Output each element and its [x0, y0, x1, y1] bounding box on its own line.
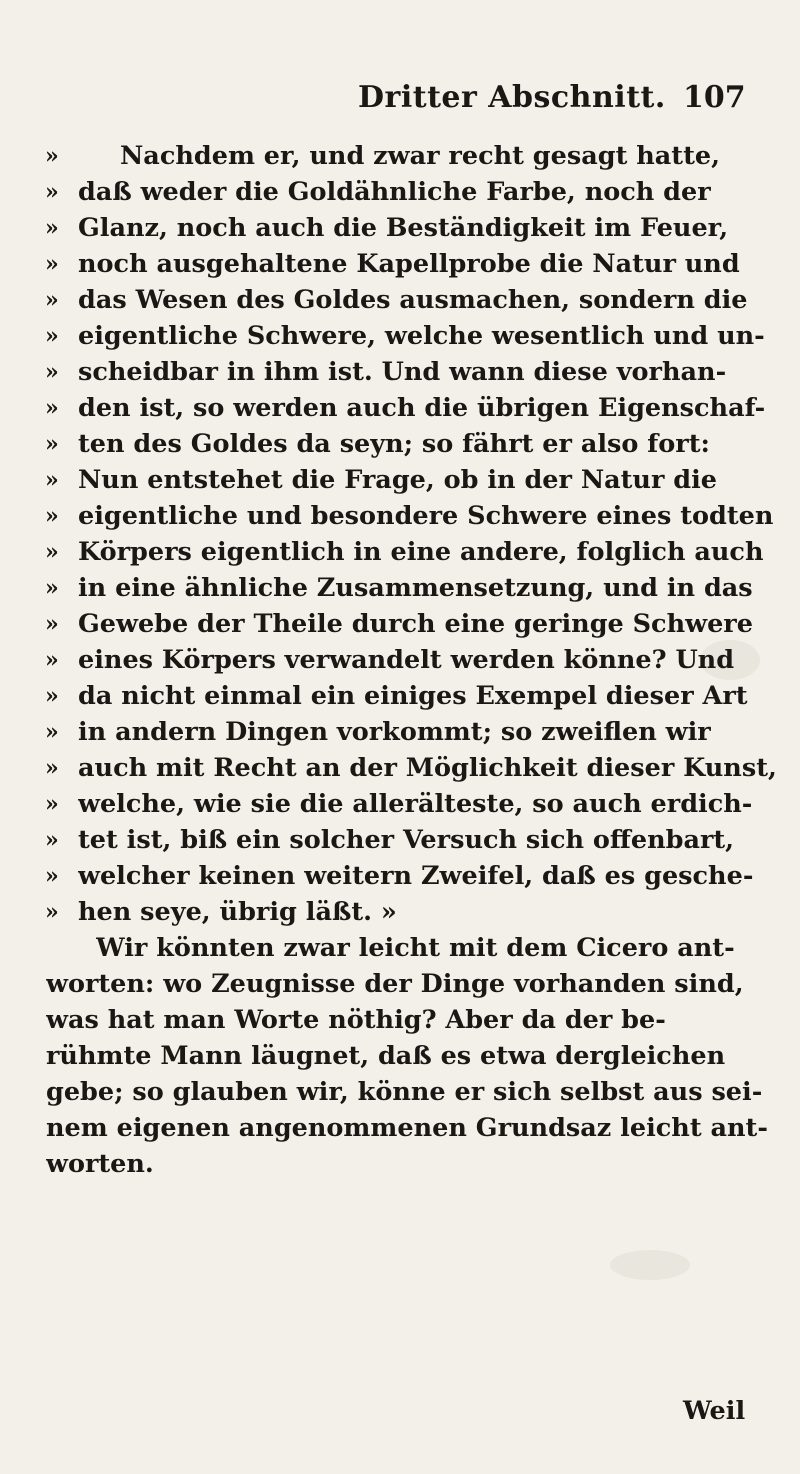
- page-number: 107: [683, 80, 746, 115]
- line-text: scheidbar in ihm ist. Und wann diese vorhan-: [78, 357, 727, 387]
- quote-mark: »: [45, 215, 59, 241]
- line-text: Glanz, noch auch die Beständigkeit im Feuer,: [78, 213, 729, 243]
- text-line: [0, 1110, 800, 1146]
- line-text: den ist, so werden auch die übrigen Eigenschaf-: [78, 393, 766, 423]
- line-text: hen seye, übrig läßt. »: [78, 897, 397, 927]
- line-text: in eine ähnliche Zusammensetzung, und in das: [78, 573, 753, 603]
- line-text: rühmte Mann läugnet, daß es etwa dergleichen: [46, 1041, 726, 1071]
- quote-mark: »: [45, 611, 59, 637]
- quote-mark: »: [45, 755, 59, 781]
- quote-mark: »: [45, 143, 59, 169]
- section-title: Dritter Abschnitt.: [358, 80, 666, 115]
- quote-mark: »: [45, 683, 59, 709]
- text-line: [0, 894, 800, 930]
- line-text: in andern Dingen vorkommt; so zweiflen wir: [78, 717, 711, 747]
- quote-mark: »: [45, 359, 59, 385]
- text-line: [0, 426, 800, 462]
- quote-mark: »: [45, 647, 59, 673]
- text-line: [0, 1002, 800, 1038]
- line-text: daß weder die Goldähnliche Farbe, noch der: [78, 177, 711, 207]
- line-text: eigentliche und besondere Schwere eines todten: [78, 501, 774, 531]
- text-line: [0, 1038, 800, 1074]
- line-text: Nachdem er, und zwar recht gesagt hatte,: [120, 141, 720, 171]
- quote-mark: »: [45, 179, 59, 205]
- text-line: [0, 606, 800, 642]
- line-text: auch mit Recht an der Möglichkeit dieser Kunst,: [78, 753, 777, 783]
- line-text: worten: wo Zeugnisse der Dinge vorhanden sind,: [46, 969, 744, 999]
- quote-mark: »: [45, 899, 59, 925]
- text-line: [0, 822, 800, 858]
- body-text: [0, 138, 800, 1182]
- line-text: da nicht einmal ein einiges Exempel dieser Art: [78, 681, 748, 711]
- text-line: [0, 642, 800, 678]
- text-line: [0, 858, 800, 894]
- line-text: worten.: [46, 1149, 154, 1179]
- paragraph: [0, 930, 800, 1182]
- text-line: [0, 678, 800, 714]
- line-text: ten des Goldes da seyn; so fährt er also fort:: [78, 429, 710, 459]
- text-line: [0, 174, 800, 210]
- line-text: Gewebe der Theile durch eine geringe Schwere: [78, 609, 753, 639]
- text-line: [0, 210, 800, 246]
- quote-mark: »: [45, 467, 59, 493]
- text-line: [0, 570, 800, 606]
- text-line: [0, 498, 800, 534]
- line-text: welche, wie sie die allerälteste, so auch erdich-: [78, 789, 753, 819]
- paper-stain: [610, 1250, 690, 1280]
- quote-mark: »: [45, 395, 59, 421]
- quote-mark: »: [45, 791, 59, 817]
- catchword: Weil: [683, 1396, 746, 1426]
- line-text: Wir könnten zwar leicht mit dem Cicero ant-: [96, 933, 735, 963]
- quote-mark: »: [45, 827, 59, 853]
- quote-mark: »: [45, 431, 59, 457]
- line-text: nem eigenen angenommenen Grundsaz leicht ant-: [46, 1113, 768, 1143]
- quote-mark: »: [45, 323, 59, 349]
- line-text: das Wesen des Goldes ausmachen, sondern die: [78, 285, 748, 315]
- text-line: [0, 138, 800, 174]
- line-text: welcher keinen weitern Zweifel, daß es gesche-: [78, 861, 754, 891]
- text-line: [0, 246, 800, 282]
- quote-mark: »: [45, 503, 59, 529]
- text-line: [0, 318, 800, 354]
- quote-mark: »: [45, 863, 59, 889]
- line-text: eigentliche Schwere, welche wesentlich und un-: [78, 321, 765, 351]
- text-line: [0, 282, 800, 318]
- text-line: [0, 1146, 800, 1182]
- text-line: [0, 750, 800, 786]
- line-text: noch ausgehaltene Kapellprobe die Natur und: [78, 249, 740, 279]
- running-header: [0, 80, 800, 130]
- text-line: [0, 786, 800, 822]
- line-text: Körpers eigentlich in eine andere, folglich auch: [78, 537, 764, 567]
- line-text: Nun entstehet die Frage, ob in der Natur die: [78, 465, 718, 495]
- quote-mark: »: [45, 287, 59, 313]
- quote-mark: »: [45, 251, 59, 277]
- quote-mark: »: [45, 719, 59, 745]
- text-line: [0, 714, 800, 750]
- line-text: tet ist, biß ein solcher Versuch sich offenbart,: [78, 825, 735, 855]
- line-text: gebe; so glauben wir, könne er sich selbst aus sei-: [46, 1077, 763, 1107]
- line-text: was hat man Worte nöthig? Aber da der be-: [46, 1005, 666, 1035]
- text-line: [0, 966, 800, 1002]
- text-line: [0, 930, 800, 966]
- text-line: [0, 390, 800, 426]
- quoted-passage: [0, 138, 800, 930]
- quote-mark: »: [45, 539, 59, 565]
- text-line: [0, 534, 800, 570]
- quote-mark: »: [45, 575, 59, 601]
- line-text: eines Körpers verwandelt werden könne? Und: [78, 645, 735, 675]
- text-line: [0, 1074, 800, 1110]
- text-line: [0, 354, 800, 390]
- text-line: [0, 462, 800, 498]
